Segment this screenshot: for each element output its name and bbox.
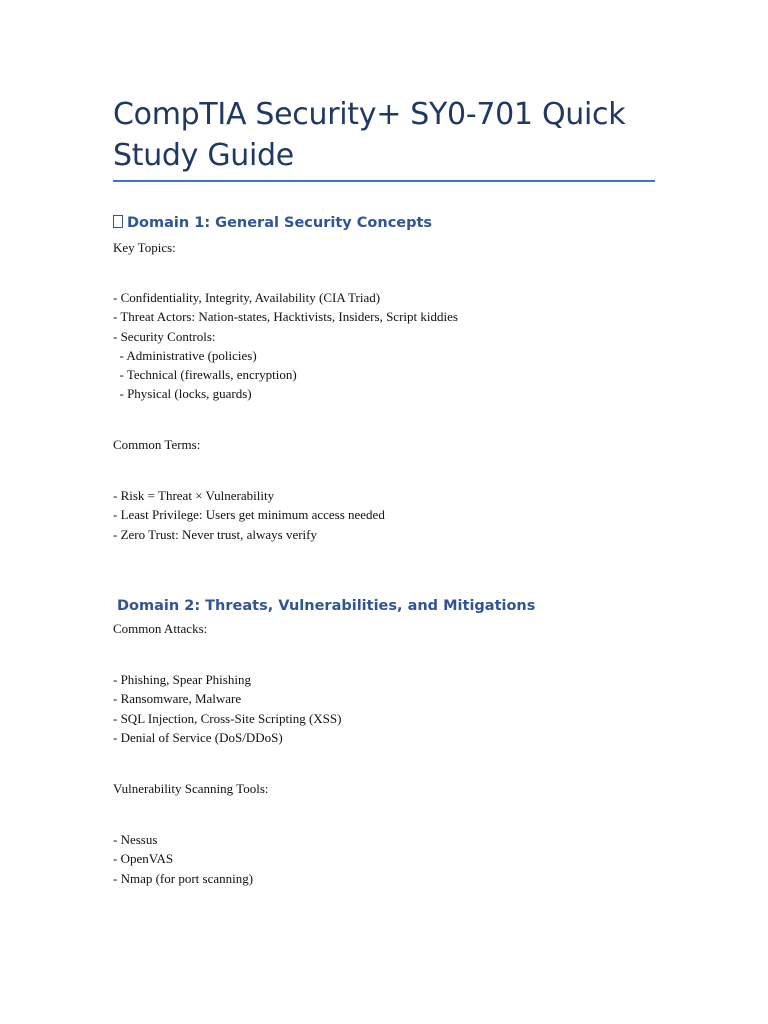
vulnerability-tool-item: - OpenVAS xyxy=(113,851,174,867)
domain-2-heading: Domain 2: Threats, Vulnerabilities, and Mitigations xyxy=(117,598,536,614)
domain-1-heading xyxy=(113,213,432,233)
key-topic-item: - Confidentiality, Integrity, Availability (CIA Triad) xyxy=(113,290,381,305)
vulnerability-tool-item: - Nmap (for port scanning) xyxy=(113,870,254,886)
key-topic-item: - Technical (firewalls, encryption) xyxy=(113,367,297,383)
key-topic-item: - Threat Actors: Nation-states, Hacktivists, Insiders, Script kiddies xyxy=(113,309,458,325)
key-topics-list xyxy=(113,288,458,404)
key-topic-item: - Administrative (policies) xyxy=(113,347,257,363)
title-underline xyxy=(113,180,655,182)
common-attacks-label: Common Attacks: xyxy=(113,621,208,636)
vulnerability-tools-label: Vulnerability Scanning Tools: xyxy=(113,781,269,796)
common-attack-item: - Ransomware, Malware xyxy=(113,691,242,707)
key-topic-item: - Physical (locks, guards) xyxy=(113,386,252,402)
domain-1-heading-text: Domain 1: General Security Concepts xyxy=(127,215,433,231)
common-term-item: - Risk = Threat × Vulnerability xyxy=(113,488,275,503)
common-terms-label: Common Terms: xyxy=(113,437,201,452)
common-attack-item: - Phishing, Spear Phishing xyxy=(113,672,251,687)
common-terms-list xyxy=(113,486,385,544)
common-attacks-list xyxy=(113,670,341,747)
key-topic-item: - Security Controls: xyxy=(113,328,216,344)
vulnerability-tool-item: - Nessus xyxy=(113,832,158,847)
common-term-item: - Zero Trust: Never trust, always verify xyxy=(113,526,317,542)
key-topics-label: Key Topics: xyxy=(113,240,176,255)
document-title: CompTIA Security+ SY0-701 Quick Study Guide xyxy=(113,97,626,173)
document-page xyxy=(113,0,655,1024)
vulnerability-tools-list xyxy=(113,830,253,888)
common-attack-item: - Denial of Service (DoS/DDoS) xyxy=(113,729,283,745)
common-term-item: - Least Privilege: Users get minimum access needed xyxy=(113,507,385,523)
common-attack-item: - SQL Injection, Cross-Site Scripting (XSS) xyxy=(113,710,342,726)
missing-glyph-icon xyxy=(113,215,123,228)
